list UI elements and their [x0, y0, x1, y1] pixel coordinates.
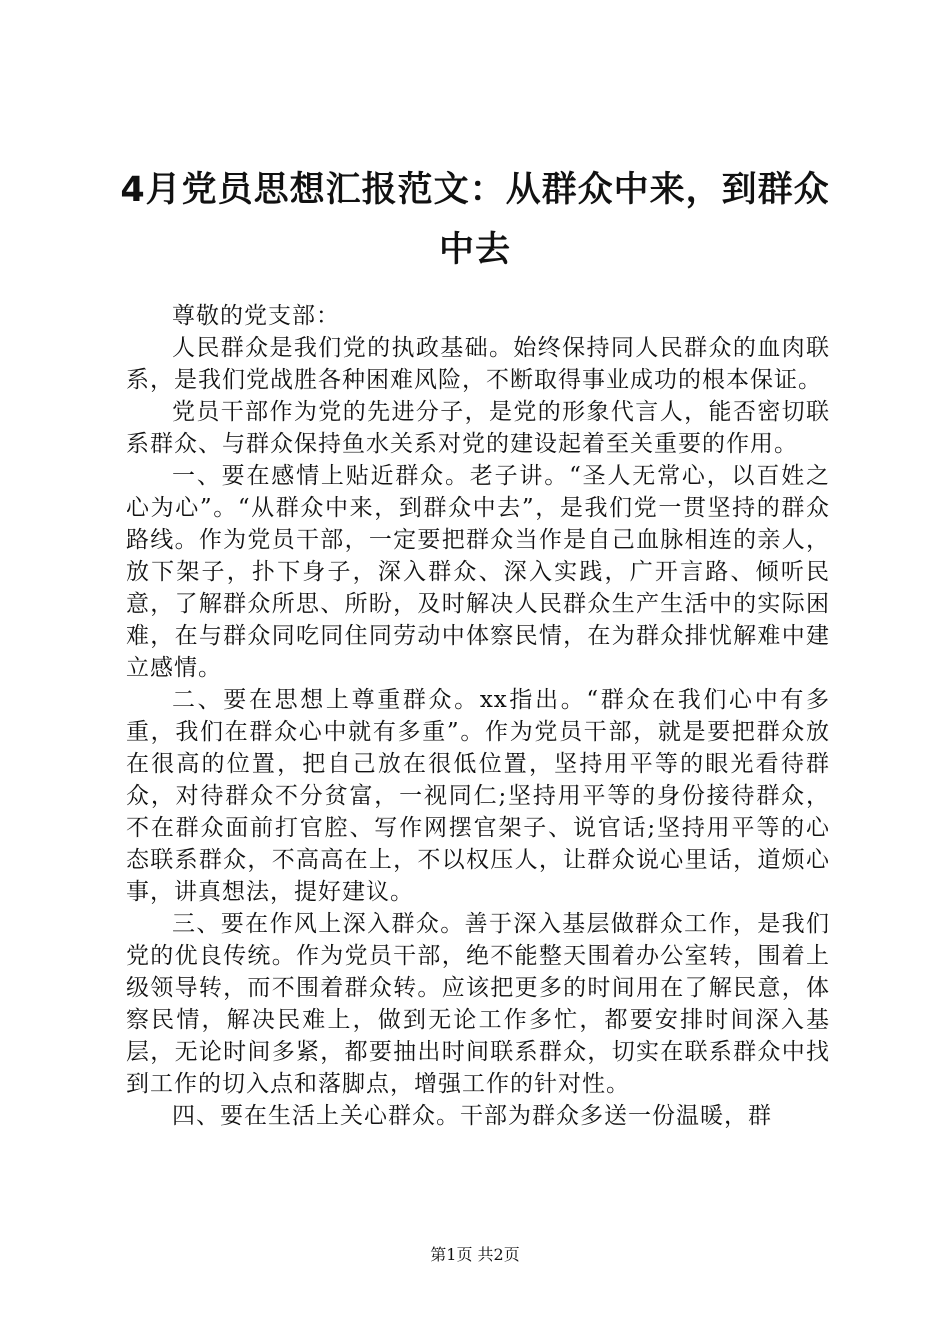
paragraph-section-2: 二、要在思想上尊重群众。xx指出。“群众在我们心中有多重，我们在群众心中就有多重”。作为党员干部，就是要把群众放在很高的位置，把自己放在很低位置，坚持用平等的眼光看待群众，对待群众不分贫富，一视同仁;坚持用平等的身份接待群众，不在群众面前打官腔、写作网摆官架子、说官话;坚持用平等的心态联系群众，不高高在上，不以权压人，让群众说心里话，道烦心事，讲真想法，提好建议。 [126, 687, 830, 905]
page-number-footer: 第1页 共2页 [430, 1245, 520, 1264]
document-body [126, 300, 830, 1132]
paragraph-intro-1: 人民群众是我们党的执政基础。始终保持同人民群众的血肉联系，是我们党战胜各种困难风险，不断取得事业成功的根本保证。 [126, 335, 830, 393]
document-title: 4月党员思想汇报范文：从群众中来，到群众中去 [120, 170, 830, 270]
paragraph-section-4: 四、要在生活上关心群众。干部为群众多送一份温暖，群 [172, 1103, 772, 1129]
salutation: 尊敬的党支部： [172, 303, 340, 329]
paragraph-intro-2: 党员干部作为党的先进分子，是党的形象代言人，能否密切联系群众、与群众保持鱼水关系对党的建设起着至关重要的作用。 [126, 399, 830, 457]
paragraph-section-1: 一、要在感情上贴近群众。老子讲。“圣人无常心，以百姓之心为心”。“从群众中来，到群众中去”，是我们党一贯坚持的群众路线。作为党员干部，一定要把群众当作是自己血脉相连的亲人，放下架子，扑下身子，深入群众、深入实践，广开言路、倾听民意，了解群众所思、所盼，及时解决人民群众生产生活中的实际困难，在与群众同吃同住同劳动中体察民情，在为群众排忧解难中建立感情。 [126, 463, 830, 681]
paragraph-section-3: 三、要在作风上深入群众。善于深入基层做群众工作，是我们党的优良传统。作为党员干部，绝不能整天围着办公室转，围着上级领导转，而不围着群众转。应该把更多的时间用在了解民意，体察民情，解决民难上，做到无论工作多忙，都要安排时间深入基层，无论时间多紧，都要抽出时间联系群众，切实在联系群众中找到工作的切入点和落脚点，增强工作的针对性。 [126, 911, 830, 1097]
